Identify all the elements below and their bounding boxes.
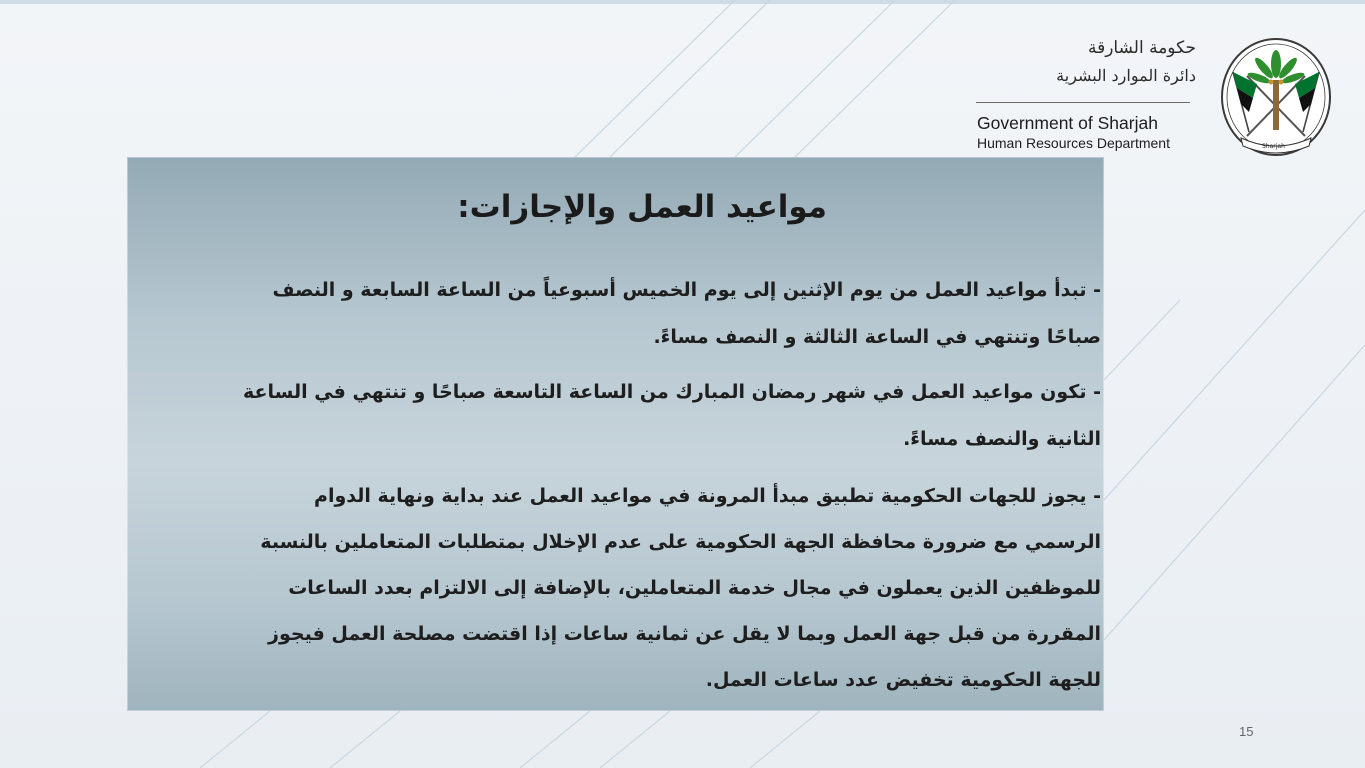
- sharjah-emblem-icon: [1219, 36, 1333, 158]
- department-name-english: Human Resources Department: [977, 135, 1170, 151]
- paragraph-line: - تبدأ مواعيد العمل من يوم الإثنين إلى يوم الخميس أسبوعياً من الساعة السابعة و النصف: [272, 279, 1101, 301]
- org-name-english: Government of Sharjah: [977, 113, 1158, 133]
- paragraph-line: صباحًا وتنتهي في الساعة الثالثة و النصف مساءً.: [653, 326, 1101, 348]
- paragraph-flexibility: [149, 473, 1101, 703]
- paragraph-line: - تكون مواعيد العمل في شهر رمضان المبارك من الساعة التاسعة صباحًا و تنتهي في الساعة: [242, 381, 1101, 403]
- content-panel: [127, 157, 1104, 711]
- paragraph-working-hours: [149, 267, 1101, 361]
- paragraph-line: للموظفين الذين يعملون في مجال خدمة المتعاملين، بالإضافة إلى الالتزام بعدد الساعات: [288, 577, 1101, 599]
- paragraph-line: المقررة من قبل جهة العمل وبما لا يقل عن ثمانية ساعات إذا اقتضت مصلحة العمل فيجوز: [268, 623, 1101, 645]
- org-name-arabic-line1: حكومة الشارقة: [1087, 38, 1196, 58]
- page-number: 15: [1239, 724, 1254, 739]
- paragraph-ramadan-hours: [149, 369, 1101, 463]
- branding-divider: [976, 102, 1190, 103]
- paragraph-line: للجهة الحكومية تخفيض عدد ساعات العمل.: [705, 669, 1101, 691]
- org-name-arabic-line2: دائرة الموارد البشرية: [1056, 66, 1196, 85]
- paragraph-line: الرسمي مع ضرورة محافظة الجهة الحكومية على عدم الإخلال بمتطلبات المتعاملين بالنسبة: [260, 531, 1101, 553]
- organization-branding: [968, 38, 1198, 158]
- paragraph-line: - يجوز للجهات الحكومية تطبيق مبدأ المرونة في مواعيد العمل عند بداية ونهاية الدوام: [314, 485, 1101, 507]
- emblem-label: Sharjah: [1262, 143, 1285, 150]
- paragraph-line: الثانية والنصف مساءً.: [903, 428, 1101, 450]
- section-title: مواعيد العمل والإجازات:: [457, 189, 827, 225]
